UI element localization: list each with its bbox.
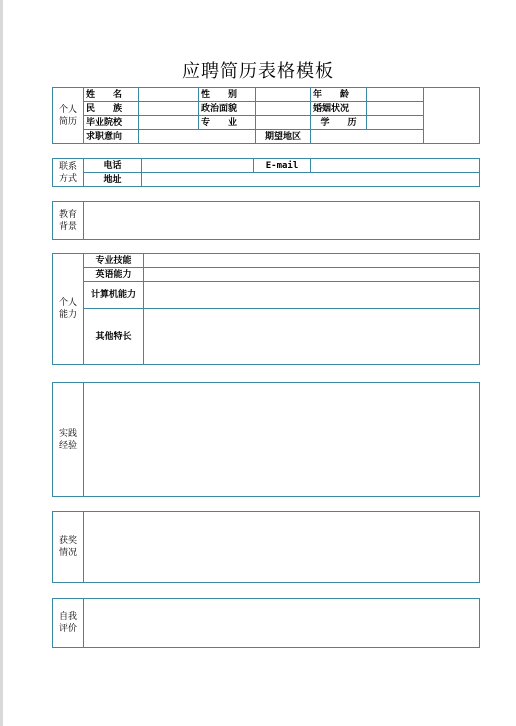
label-ethnicity: 民 族 (84, 102, 139, 116)
field-ethnicity[interactable] (139, 102, 199, 116)
field-region[interactable] (311, 130, 424, 144)
field-phone[interactable] (142, 159, 254, 173)
section-label-basic: 个人 简历 (53, 88, 84, 144)
field-political[interactable] (256, 102, 311, 116)
label-other: 其他特长 (84, 309, 144, 365)
label-region: 期望地区 (256, 130, 311, 144)
section-label-ability: 个人 能力 (53, 254, 84, 365)
label-age: 年 龄 (311, 88, 367, 102)
practice-table (52, 382, 480, 497)
label-name: 姓 名 (84, 88, 139, 102)
field-computer[interactable] (144, 282, 480, 309)
label-major: 专 业 (199, 116, 256, 130)
label-skills: 专业技能 (84, 254, 144, 268)
section-label-education: 教育 背景 (53, 202, 84, 240)
label-marital: 婚姻状况 (311, 102, 367, 116)
page-title: 应聘简历表格模板 (182, 61, 334, 82)
page-left-edge (0, 0, 3, 726)
field-name[interactable] (139, 88, 199, 102)
field-education[interactable] (84, 202, 480, 240)
label-political: 政治面貌 (199, 102, 256, 116)
field-major[interactable] (256, 116, 311, 130)
label-school: 毕业院校 (84, 116, 139, 130)
field-email[interactable] (311, 159, 480, 173)
field-school[interactable] (139, 116, 199, 130)
label-english: 英语能力 (84, 268, 144, 282)
label-address: 地址 (84, 173, 142, 187)
education-table (52, 201, 480, 240)
field-gender[interactable] (256, 88, 311, 102)
ability-table (52, 253, 480, 365)
label-degree: 学 历 (311, 116, 367, 130)
section-label-contact: 联系 方式 (53, 159, 84, 187)
photo-cell[interactable] (424, 88, 480, 144)
field-english[interactable] (144, 268, 480, 282)
field-address[interactable] (142, 173, 480, 187)
field-age[interactable] (367, 88, 424, 102)
self-eval-table (52, 598, 480, 648)
contact-table (52, 158, 480, 187)
field-skills[interactable] (144, 254, 480, 268)
field-self-eval[interactable] (84, 599, 480, 648)
basic-info-table (52, 87, 480, 144)
field-practice[interactable] (84, 383, 480, 497)
label-intention: 求职意向 (84, 130, 139, 144)
field-degree[interactable] (367, 116, 424, 130)
section-label-self-eval: 自我 评价 (53, 599, 84, 648)
field-intention[interactable] (139, 130, 256, 144)
field-awards[interactable] (84, 512, 480, 583)
awards-table (52, 511, 480, 583)
label-gender: 性 别 (199, 88, 256, 102)
label-computer: 计算机能力 (84, 282, 144, 309)
label-phone: 电话 (84, 159, 142, 173)
field-other[interactable] (144, 309, 480, 365)
section-label-awards: 获奖 情况 (53, 512, 84, 583)
field-marital[interactable] (367, 102, 424, 116)
section-label-practice: 实践 经验 (53, 383, 84, 497)
label-email: E-mail (254, 159, 311, 173)
